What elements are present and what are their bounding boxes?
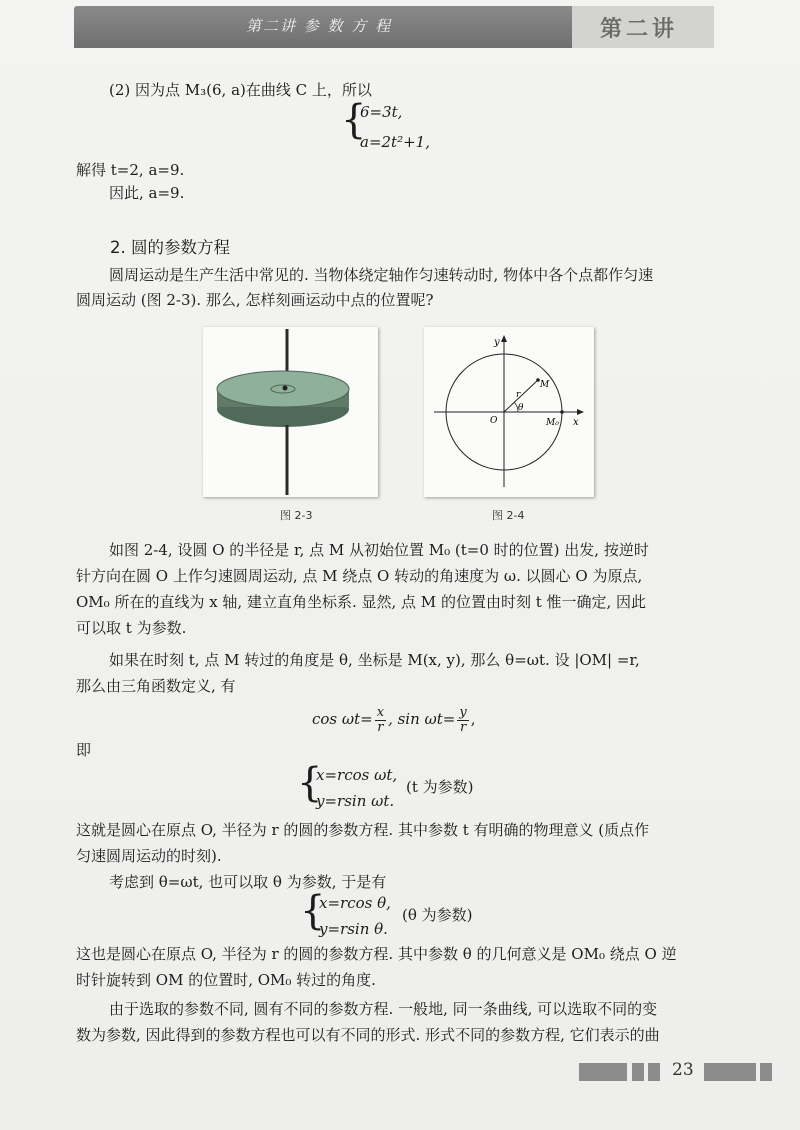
eq-denominator-r2: r — [459, 719, 467, 735]
rotating-disc-illustration — [203, 327, 378, 497]
system2-eq1: x=rcos ωt, — [316, 766, 398, 784]
para3-line-2: 那么由三角函数定义, 有 — [76, 677, 236, 695]
system1-eq2: a=2t²+1, — [360, 133, 430, 151]
figure-2-3-caption: 图 2-3 — [280, 509, 313, 522]
para2-line-2: 针方向在圆 O 上作匀速圆周运动, 点 M 绕点 O 转动的角速度为 ω. 以圆心 O 为原点, — [76, 567, 643, 585]
unit-circle-diagram — [424, 327, 594, 497]
axis-label-x: x — [573, 417, 579, 428]
system2-eq2: y=rsin ωt. — [316, 792, 395, 810]
eq-numerator-x: x — [376, 704, 385, 720]
para7-line-2: 数为参数, 因此得到的参数方程也可以有不同的形式. 形式不同的参数方程, 它们表示的曲 — [76, 1026, 660, 1044]
angle-label: θ — [518, 403, 524, 413]
eq-fraction-y-over-r — [457, 706, 468, 735]
eq-denominator-r1: r — [377, 719, 384, 735]
header-tab-label: 第二讲 — [600, 16, 679, 42]
system3-note: (θ 为参数) — [402, 906, 473, 924]
para6-line-2: 时针旋转到 OM 的位置时, OM₀ 转过的角度. — [76, 971, 376, 989]
eq-cos-part: cos ωt= — [312, 710, 373, 728]
para4-line-1: 这就是圆心在原点 O, 半径为 r 的圆的参数方程. 其中参数 t 有明确的物理意义 (质点作 — [76, 821, 650, 839]
eq-fraction-x-over-r — [375, 706, 386, 735]
system3-eq2: y=rsin θ. — [319, 920, 388, 938]
system3-eq1: x=rcos θ, — [319, 894, 391, 912]
para2-line-4: 可以取 t 为参数. — [76, 619, 187, 637]
footer-bar-1 — [579, 1063, 627, 1081]
figure-2-4 — [424, 327, 594, 497]
eq-numerator-y: y — [459, 704, 467, 720]
footer-bar-5 — [760, 1063, 772, 1081]
page-number: 23 — [672, 1060, 694, 1080]
radius-label: r — [516, 390, 521, 400]
part2-solution: 解得 t=2, a=9. — [76, 161, 185, 179]
point-m-label: M — [540, 380, 550, 390]
footer-bar-3 — [648, 1063, 660, 1081]
header-title: 第二讲 参 数 方 程 — [246, 17, 393, 35]
point-m0-label: M₀ — [546, 418, 559, 428]
system2-brace: { — [297, 760, 323, 806]
eq-end-comma: , — [470, 710, 476, 728]
system3-brace: { — [300, 888, 326, 934]
footer-bar-4 — [704, 1063, 756, 1081]
para2-line-3: OM₀ 所在的直线为 x 轴, 建立直角坐标系. 显然, 点 M 的位置由时刻 t 惟一确定, 因此 — [76, 593, 647, 611]
para7-line-1: 由于选取的参数不同, 圆有不同的参数方程. 一般地, 同一条曲线, 可以选取不同的变 — [109, 1000, 658, 1018]
para6-line-1: 这也是圆心在原点 O, 半径为 r 的圆的参数方程. 其中参数 θ 的几何意义是 OM₀ 绕点 O 逆 — [76, 945, 677, 963]
system1-brace: { — [341, 97, 367, 143]
para5: 考虑到 θ=ωt, 也可以取 θ 为参数, 于是有 — [109, 873, 387, 891]
origin-label: O — [490, 416, 498, 426]
section-para-line-2: 圆周运动 (图 2-3). 那么, 怎样刻画运动中点的位置呢? — [76, 291, 434, 309]
word-ji: 即 — [76, 741, 92, 759]
part2-intro: (2) 因为点 M₃(6, a)在曲线 C 上，所以 — [109, 81, 372, 99]
section-title: 2. 圆的参数方程 — [110, 238, 230, 257]
eq-sin-part: , sin ωt= — [388, 710, 456, 728]
para4-line-2: 匀速圆周运动的时刻). — [76, 847, 222, 865]
part2-conclusion: 因此, a=9. — [109, 184, 185, 202]
system1-eq1: 6=3t, — [360, 103, 403, 121]
trig-definition-equation — [312, 703, 476, 735]
section-para-line-1: 圆周运动是生产生活中常见的. 当物体绕定轴作匀速转动时, 物体中各个点都作匀速 — [109, 266, 654, 284]
para2-line-1: 如图 2-4, 设圆 O 的半径是 r, 点 M 从初始位置 M₀ (t=0 时的位置) 出发, 按逆时 — [109, 541, 649, 559]
figure-2-3 — [203, 327, 378, 497]
footer-bar-2 — [632, 1063, 644, 1081]
system2-note: (t 为参数) — [406, 778, 474, 796]
para3-line-1: 如果在时刻 t, 点 M 转过的角度是 θ, 坐标是 M(x, y), 那么 θ=ωt. 设 |OM| =r, — [109, 651, 640, 669]
axis-label-y: y — [494, 337, 500, 348]
figure-2-4-caption: 图 2-4 — [492, 509, 525, 522]
